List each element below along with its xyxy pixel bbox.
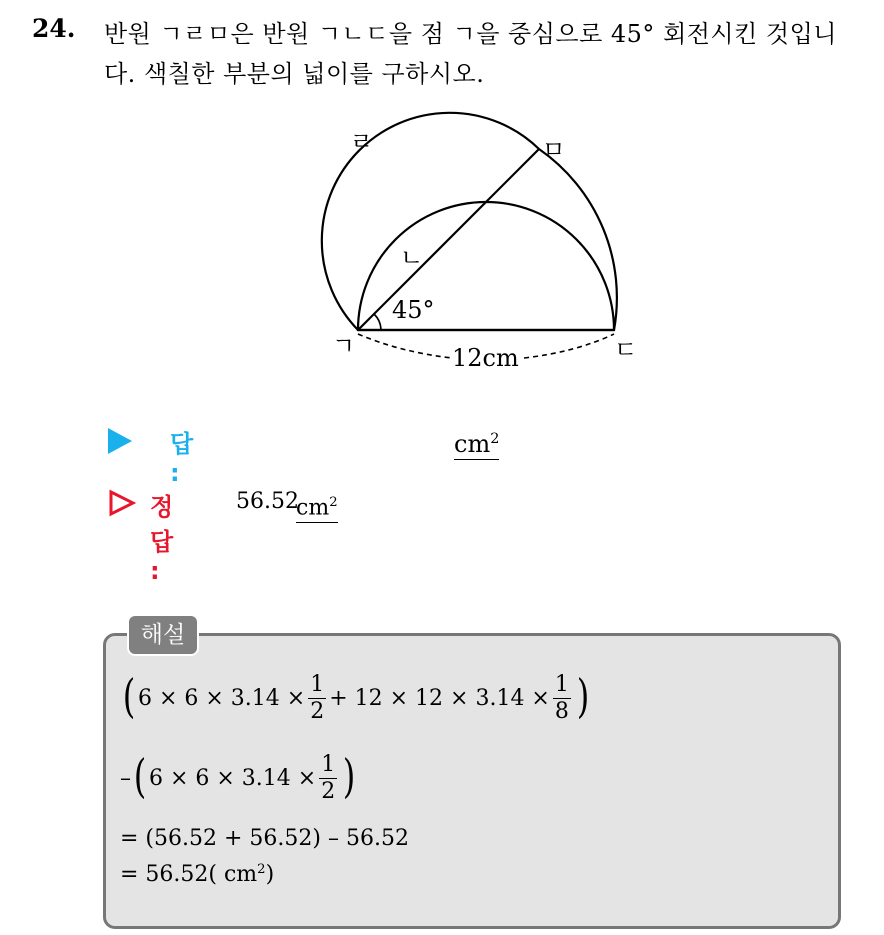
- close-paren: ): [576, 668, 590, 723]
- answer-label: 답 :: [170, 430, 194, 487]
- solution-l1-part2: + 12 × 12 × 3.14 ×: [329, 686, 550, 711]
- dimension-brace-right: [524, 334, 614, 358]
- fraction-one-half: [319, 752, 337, 805]
- frac-num: 1: [554, 672, 569, 697]
- label-mieum: ㅁ: [542, 136, 566, 164]
- solution-line-3: = (56.52 + 56.52) – 56.52: [120, 826, 409, 851]
- correct-value: 56.52: [236, 489, 299, 514]
- solution-l1-part1: 6 × 6 × 3.14 ×: [137, 686, 306, 711]
- solution-tag: 해설: [127, 614, 199, 656]
- outline-triangle-icon: [108, 489, 136, 517]
- open-paren: (: [133, 748, 147, 803]
- label-giyeok: ㄱ: [332, 332, 356, 360]
- label-rieul: ㄹ: [350, 128, 374, 156]
- question-text-line1: 반원 ㄱㄹㅁ은 반원 ㄱㄴㄷ을 점 ㄱ을 중심으로 45° 회전시킨 것입니: [104, 20, 837, 48]
- frac-den: 2: [310, 699, 325, 724]
- solution-l4-post: ): [265, 862, 275, 887]
- question-number: 24.: [32, 14, 76, 43]
- play-triangle-icon: [108, 428, 132, 454]
- frac-num: 1: [310, 672, 325, 697]
- answer-unit-base: cm: [454, 430, 491, 458]
- dimension-brace: [358, 334, 452, 358]
- solution-l2-part: 6 × 6 × 3.14 ×: [148, 766, 317, 791]
- answer-unit[interactable]: [454, 424, 499, 460]
- solution-l4-pre: = 56.52( cm: [120, 862, 258, 887]
- close-paren: ): [342, 748, 356, 803]
- frac-den: 2: [321, 779, 336, 804]
- question-text-line2: 다. 색칠한 부분의 넓이를 구하시오.: [104, 60, 485, 88]
- correct-label: 정답 :: [150, 493, 174, 585]
- label-nieun: ㄴ: [400, 244, 424, 272]
- minus-sign: –: [120, 766, 131, 791]
- solution-l4-exp: 2: [257, 862, 266, 877]
- label-length: 12cm: [452, 344, 519, 372]
- geometry-figure: [320, 110, 650, 394]
- fraction-one-half: [308, 672, 326, 725]
- open-paren: (: [122, 668, 136, 723]
- correct-unit-base: cm: [296, 495, 330, 521]
- fraction-one-eighth: [553, 672, 571, 725]
- frac-num: 1: [321, 752, 336, 777]
- solution-line-1: [120, 668, 592, 725]
- correct-unit-exp: 2: [329, 495, 338, 510]
- solution-line-4: [120, 862, 274, 887]
- correct-unit: [296, 489, 338, 523]
- frac-den: 8: [554, 699, 569, 724]
- label-digeut: ㄷ: [614, 336, 638, 364]
- solution-line-2: [120, 748, 358, 805]
- label-angle: 45°: [392, 296, 435, 324]
- answer-unit-exp: 2: [490, 431, 500, 447]
